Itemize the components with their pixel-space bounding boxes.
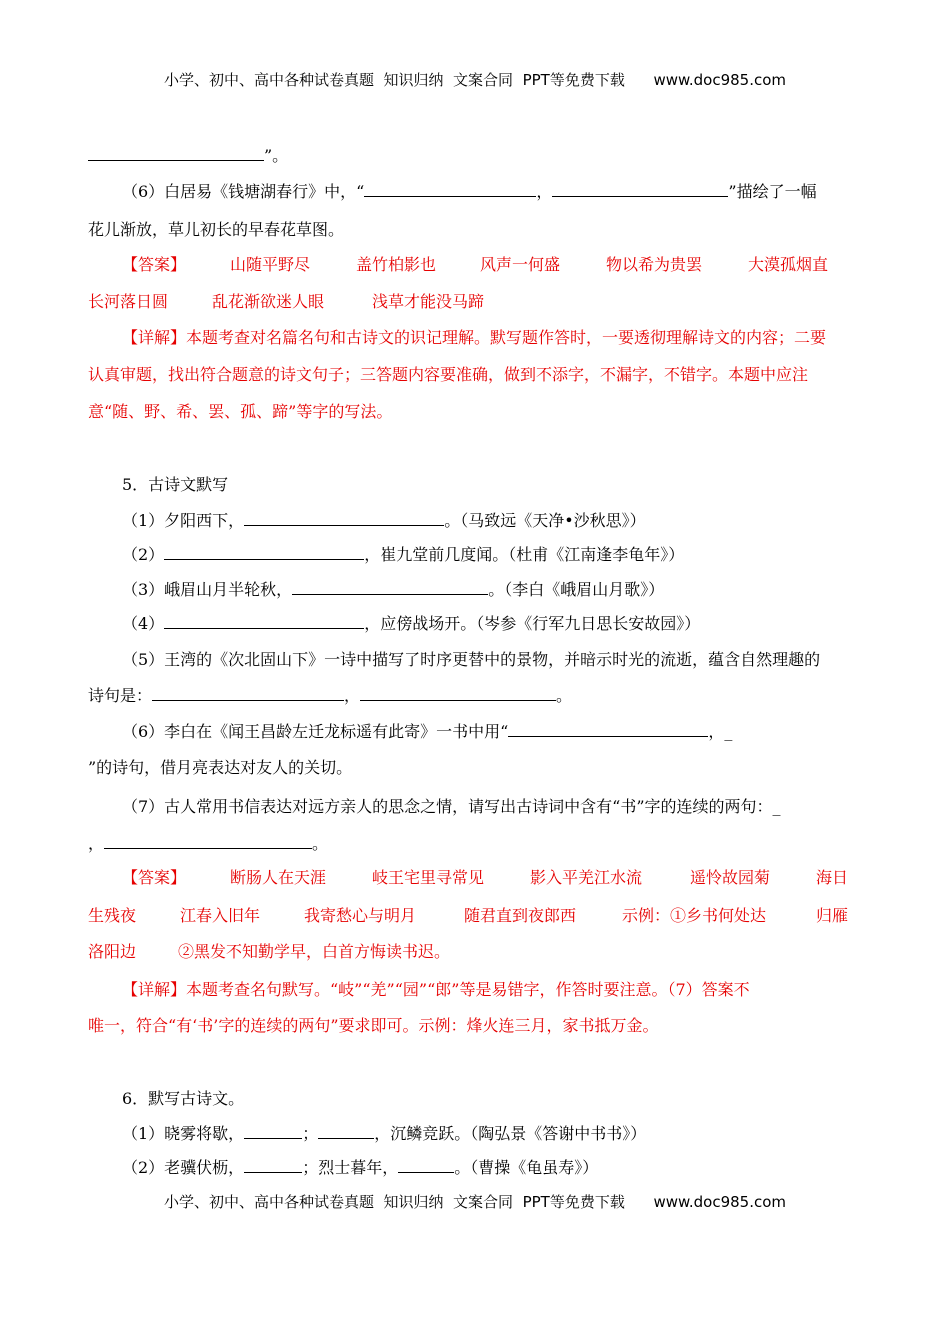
q4-answer-item: 浅草才能没马蹄 <box>372 292 485 311</box>
answer-blank[interactable] <box>164 543 364 560</box>
q5-answer-item: 我寄愁心与明月 <box>304 906 417 925</box>
answer-blank[interactable] <box>88 144 264 161</box>
q4-answer-item: 风声一何盛 <box>480 255 561 274</box>
q6-item2: （2）老骥伏枥， ；烈士暮年， 。（曹操《龟虽寿》） <box>122 1158 599 1177</box>
q5-answer-item: 岐王宅里寻常见 <box>372 868 485 887</box>
answer-blank[interactable] <box>360 684 556 701</box>
answer-blank[interactable] <box>244 509 444 526</box>
q4-answer-item: 山随平野尽 <box>230 255 311 274</box>
q4-item6-line2: 花儿渐放，草儿初长的早春花草图。 <box>88 220 345 239</box>
answer-blank[interactable] <box>244 1156 302 1173</box>
q5-item3: （3）峨眉山月半轮秋， 。（李白《峨眉山月歌》） <box>122 580 665 599</box>
q5-title: 5．古诗文默写 <box>122 475 229 494</box>
q5-detail: 【详解】本题考查名句默写。“岐”“羌”“园”“郎”等是易错字，作答时要注意。（7）答案不 <box>122 980 750 999</box>
q5-answer-item: 示例：①乡书何处达 <box>622 906 767 925</box>
answer-blank[interactable] <box>152 684 344 701</box>
q5-answer-item: 断肠人在天涯 <box>230 868 327 887</box>
q5-answer-item: 海日 <box>816 868 849 887</box>
q6-item1: （1）晓雾将歇， ； ，沉鳞竞跃。（陶弘景《答谢中书书》） <box>122 1124 647 1143</box>
q5-item4: （4） ，应傍战场开。（岑参《行军九日思长安故园》） <box>122 614 701 633</box>
q5-item6: （6）李白在《闻王昌龄左迁龙标遥有此寄》一书中用“ ，_ <box>122 722 733 741</box>
q5-item7: （7）古人常用书信表达对远方亲人的思念之情，请写出古诗词中含有“书”字的连续的两句：_ <box>122 797 781 816</box>
q5-detail-line2: 唯一，符合“有‘书’字的连续的两句”要求即可。示例：烽火连三月，家书抵万金。 <box>88 1016 659 1035</box>
answer-blank[interactable] <box>244 1122 302 1139</box>
q5-answer-label: 【答案】 <box>122 868 187 887</box>
q4-answer-item: 大漠孤烟直 <box>748 255 829 274</box>
q5-answer-item: 影入平羌江水流 <box>530 868 643 887</box>
q5-item5: （5）王湾的《次北固山下》一诗中描写了时序更替中的景物，并暗示时光的流逝，蕴含自然理趣的 <box>122 650 821 669</box>
q5-answer-item: 生残夜 <box>88 906 137 925</box>
answer-blank[interactable] <box>104 832 312 849</box>
q4-answer-item: 乱花渐欲迷人眼 <box>212 292 325 311</box>
q5-item2: （2） ，崔九堂前几度闻。（杜甫《江南逢李龟年》） <box>122 545 685 564</box>
q5-answer-item: 江春入旧年 <box>180 906 261 925</box>
q4-detail-line2: 认真审题，找出符合题意的诗文句子；三答题内容要准确，做到不添字，不漏字，不错字。本题中应注 <box>88 365 809 384</box>
q5-answer-item: 遥怜故园菊 <box>690 868 771 887</box>
q4-detail-line3: 意“随、野、希、罢、孤、蹄”等字的写法。 <box>88 402 393 421</box>
q4-answer-item: 盖竹柏影也 <box>356 255 437 274</box>
q4-detail: 【详解】本题考查对名篇名句和古诗文的识记理解。默写题作答时，一要透彻理解诗文的内容；二要 <box>122 328 827 347</box>
q5-item5-line2: 诗句是： ， 。 <box>88 686 573 705</box>
answer-blank[interactable] <box>292 578 488 595</box>
answer-blank[interactable] <box>552 180 728 197</box>
answer-blank[interactable] <box>364 180 536 197</box>
answer-blank[interactable] <box>398 1156 454 1173</box>
page-footer: 小学、初中、高中各种试卷真题 知识归纳 文案合同 PPT等免费下载 www.doc985.com <box>163 1193 787 1211</box>
q4-item6: （6）白居易《钱塘湖春行》中，“ ， ”描绘了一幅 <box>122 182 817 201</box>
answer-blank[interactable] <box>508 720 708 737</box>
page-header: 小学、初中、高中各种试卷真题 知识归纳 文案合同 PPT等免费下载 www.doc985.com <box>163 71 787 89</box>
q5-item1: （1）夕阳西下， 。（马致远《天净•沙秋思》） <box>122 511 646 530</box>
q6-title: 6．默写古诗文。 <box>122 1089 245 1108</box>
q5-answer-item: ②黑发不知勤学早，白首方悔读书迟。 <box>178 942 451 961</box>
q5-answer-item: 随君直到夜郎西 <box>464 906 577 925</box>
q4-answer-item: 长河落日圆 <box>88 292 169 311</box>
q4-answer-label: 【答案】 <box>122 255 187 274</box>
q5-item7-line2: ， 。 <box>88 834 329 853</box>
answer-blank[interactable] <box>164 612 364 629</box>
q4-item5-continuation: ”。 <box>88 144 288 168</box>
answer-blank[interactable] <box>318 1122 374 1139</box>
q4-answer-item: 物以希为贵罢 <box>606 255 703 274</box>
q5-answer-item: 归雁 <box>816 906 849 925</box>
q5-answer-item: 洛阳边 <box>88 942 137 961</box>
q5-item6-line2: ”的诗句，借月亮表达对友人的关切。 <box>88 758 353 777</box>
